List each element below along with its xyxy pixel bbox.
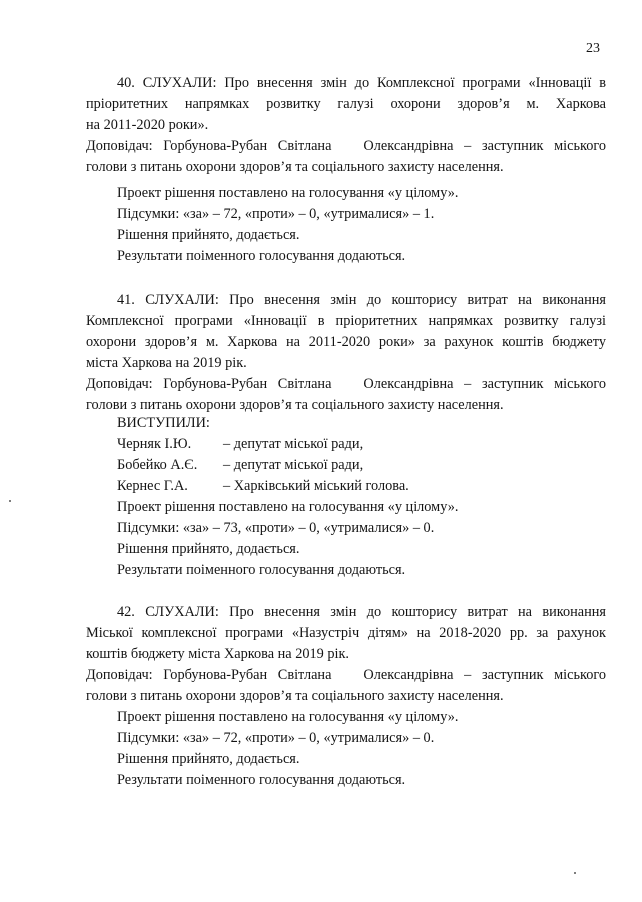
text-line: голови з питань охорони здоров’я та соціального захисту населення. <box>86 397 504 413</box>
text-line: Підсумки: «за» – 73, «проти» – 0, «утрималися» – 0. <box>117 520 435 536</box>
text-line: голови з питань охорони здоров’я та соціального захисту населення. <box>86 159 504 175</box>
speaker-role: – депутат міської ради, <box>223 436 364 452</box>
text-line: пріоритетних напрямках розвитку галузі охорони здоров’я м. Харкова <box>86 96 606 112</box>
item-40-heading <box>86 73 606 178</box>
text-line: міста Харкова на 2019 рік. <box>86 355 247 371</box>
item-41-vote <box>86 497 606 581</box>
text-line: Проект рішення поставлено на голосування «у цілому». <box>117 709 459 725</box>
item-42-heading <box>86 602 606 707</box>
text-line: Доповідач: Горбунова-Рубан Світлана Олександрівна – заступник міського <box>86 138 606 154</box>
text-line: 40. СЛУХАЛИ: Про внесення змін до Комплексної програми «Інновації в <box>117 75 606 91</box>
text-line: Доповідач: Горбунова-Рубан Світлана Олександрівна – заступник міського <box>86 376 606 392</box>
text-line: Рішення прийнято, додається. <box>117 227 300 243</box>
text-line: 42. СЛУХАЛИ: Про внесення змін до кошторису витрат на виконання <box>117 604 606 620</box>
text-line: Підсумки: «за» – 72, «проти» – 0, «утрималися» – 0. <box>117 730 435 746</box>
text-line: голови з питань охорони здоров’я та соціального захисту населення. <box>86 688 504 704</box>
text-line: Комплексної програми «Інновації в пріоритетних напрямках розвитку галузі <box>86 313 606 329</box>
speaker-name: Кернес Г.А. <box>117 478 188 494</box>
text-line: Рішення прийнято, додається. <box>117 541 300 557</box>
text-line: 41. СЛУХАЛИ: Про внесення змін до кошторису витрат на виконання <box>117 292 606 308</box>
speaker-row <box>86 476 606 497</box>
speaker-row <box>86 434 606 455</box>
speakers-title: ВИСТУПИЛИ: <box>117 415 210 431</box>
text-line: Рішення прийнято, додається. <box>117 751 300 767</box>
item-40-vote <box>86 183 606 267</box>
scan-speck <box>9 500 11 502</box>
text-line: Доповідач: Горбунова-Рубан Світлана Олександрівна – заступник міського <box>86 667 606 683</box>
scan-speck <box>574 872 576 874</box>
text-line: на 2011-2020 роки». <box>86 117 209 133</box>
speaker-role: – Харківський міський голова. <box>223 478 409 494</box>
text-line: коштів бюджету міста Харкова на 2019 рік. <box>86 646 349 662</box>
text-line: Проект рішення поставлено на голосування «у цілому». <box>117 499 459 515</box>
item-42-vote <box>86 707 606 791</box>
text-line: Підсумки: «за» – 72, «проти» – 0, «утрималися» – 1. <box>117 206 435 222</box>
item-41-heading <box>86 290 606 416</box>
text-line: Результати поіменного голосування додаються. <box>117 772 406 788</box>
item-41-speakers <box>86 413 606 497</box>
page-number: 23 <box>586 41 600 56</box>
speaker-row <box>86 455 606 476</box>
text-line: Міської комплексної програми «Назустріч дітям» на 2018-2020 рр. за рахунок <box>86 625 606 641</box>
text-line: Результати поіменного голосування додаються. <box>117 248 406 264</box>
speaker-name: Бобейко А.Є. <box>117 457 198 473</box>
text-line: охорони здоров’я м. Харкова на 2011-2020 роки» за рахунок коштів бюджету <box>86 334 606 350</box>
speaker-name: Черняк І.Ю. <box>117 436 192 452</box>
text-line: Проект рішення поставлено на голосування «у цілому». <box>117 185 459 201</box>
text-line: Результати поіменного голосування додаються. <box>117 562 406 578</box>
speaker-role: – депутат міської ради, <box>223 457 364 473</box>
